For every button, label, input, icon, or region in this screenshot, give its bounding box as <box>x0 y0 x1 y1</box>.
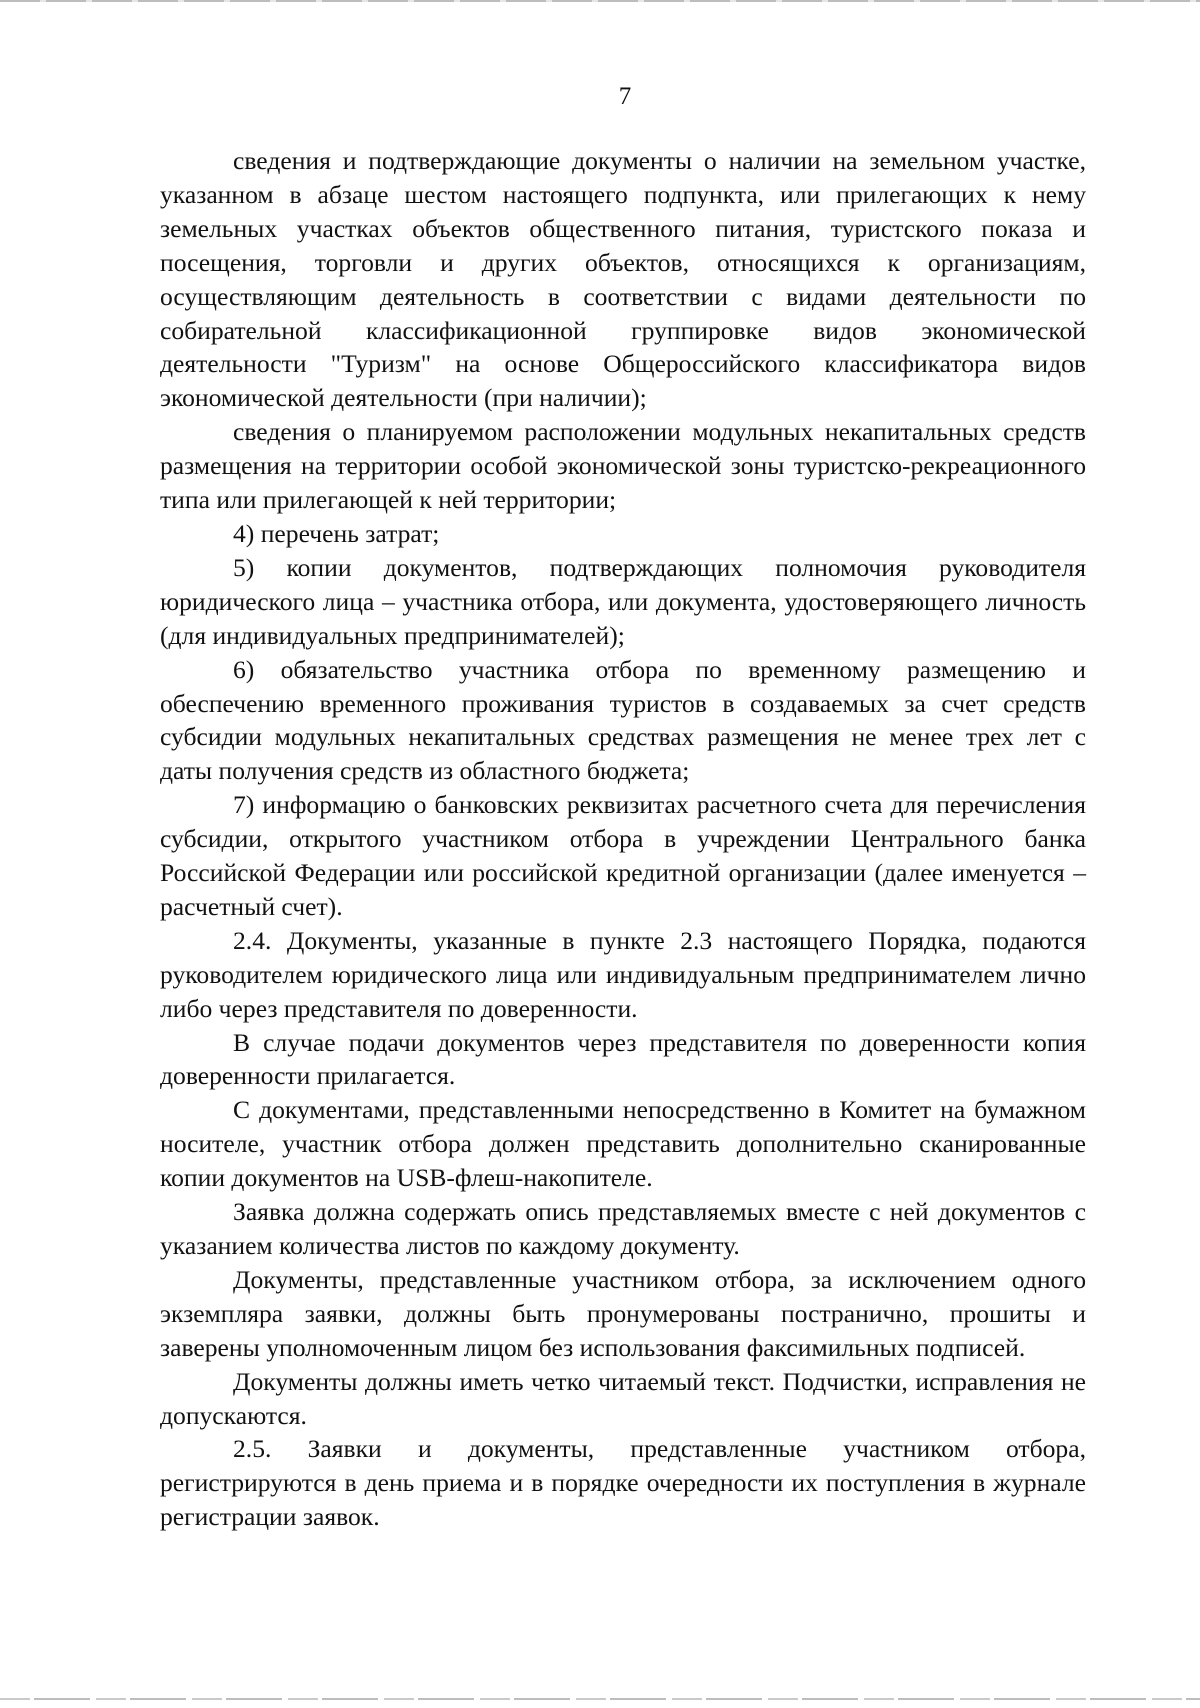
paragraph-8: В случае подачи документов через представителя по доверенности копия доверенности прилагается. <box>160 1027 1086 1091</box>
page-number: 7 <box>618 83 632 110</box>
paragraph-4: 5) копии документов, подтверждающих полномочия руководителя юридического лица – участника отбора, или документа, удостоверяющего личность (для индивидуальных предпринимателей); <box>160 552 1086 650</box>
paragraph-10: Заявка должна содержать опись представляемых вместе с ней документов с указанием количества листов по каждому документу. <box>160 1197 1086 1260</box>
scan-edge-bottom <box>0 1698 1200 1700</box>
paragraph-13: 2.5. Заявки и документы, представленные участником отбора, регистрируются в день приема и в порядке очередности их поступления в журнале регистрации заявок. <box>160 1434 1086 1532</box>
paragraph-5: 6) обязательство участника отбора по временному размещению и обеспечению временного проживания туристов в создаваемых за счет средств субсидии модульных некапитальных средствах размещения не менее трех лет с даты получения средств из областного бюджета; <box>160 654 1086 786</box>
paragraph-9: С документами, представленными непосредственно в Комитет на бумажном носителе, участник отбора должен представить дополнительно сканированные копии документов на USB-флеш-накопителе. <box>160 1095 1086 1193</box>
paragraph-12: Документы должны иметь четко читаемый текст. Подчистки, исправления не допускаются. <box>160 1366 1086 1430</box>
paragraph-3: 4) перечень затрат; <box>233 518 440 548</box>
paragraph-7: 2.4. Документы, указанные в пункте 2.3 настоящего Порядка, подаются руководителем юридического лица или индивидуальным предпринимателем лично либо через представителя по доверенности. <box>160 925 1086 1023</box>
scan-edge-top <box>0 0 1200 2</box>
paragraph-2: сведения о планируемом расположении модульных некапитальных средств размещения на территории особой экономической зоны туристско-рекреационного типа или прилегающей к ней территории; <box>160 417 1086 515</box>
document-body <box>160 144 1086 1534</box>
paragraph-1: сведения и подтверждающие документы о наличии на земельном участке, указанном в абзаце шестом настоящего подпункта, или прилегающих к нему земельных участках объектов общественного питания, туристского показа и посещения, торговли и других объектов, относящихся к организациям, осуществляющим деятельность в соответствии с видами деятельности по собирательной классификационной группировке видов экономической деятельности "Туризм" на основе Общероссийского классификатора видов экономической деятельности (при наличии); <box>160 146 1086 413</box>
paragraph-6: 7) информацию о банковских реквизитах расчетного счета для перечисления субсидии, открытого участником отбора в учреждении Центрального банка Российской Федерации или российской кредитной организации (далее именуется – расчетный счет). <box>160 790 1086 921</box>
paragraph-11: Документы, представленные участником отбора, за исключением одного экземпляра заявки, должны быть пронумерованы постранично, прошиты и заверены уполномоченным лицом без использования факсимильных подписей. <box>160 1264 1086 1362</box>
